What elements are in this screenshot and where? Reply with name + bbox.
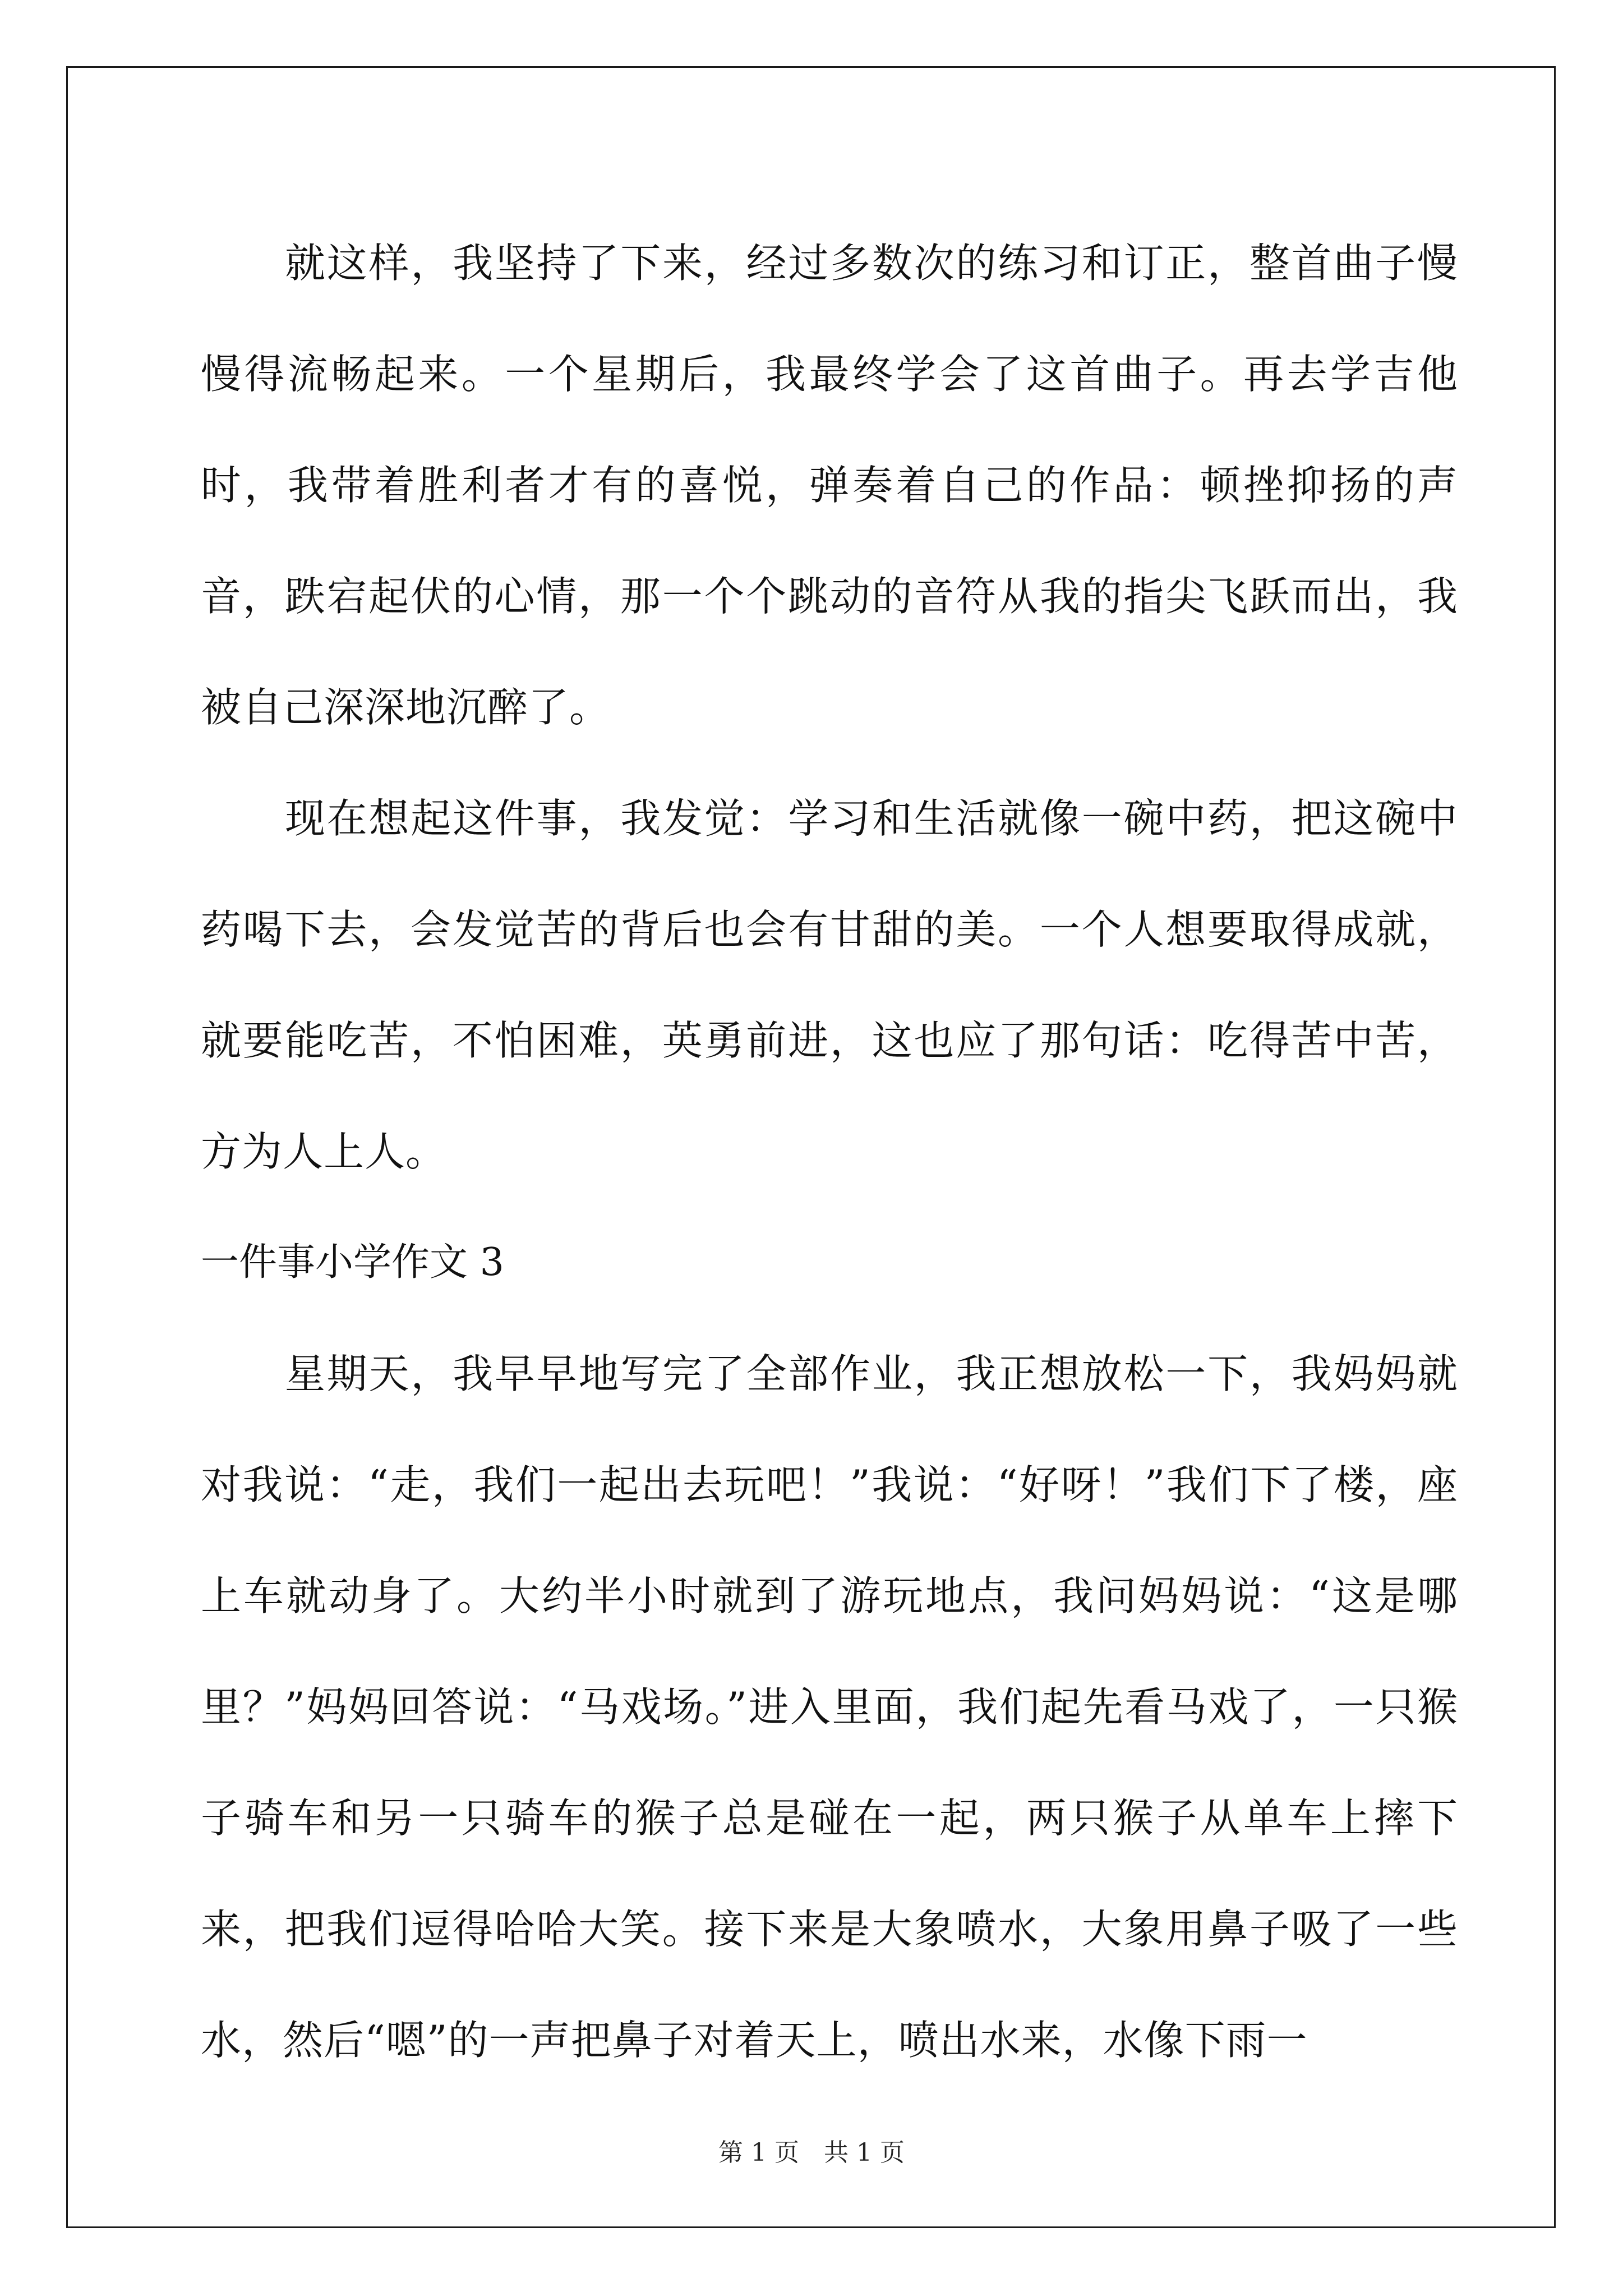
section-heading: 一件事小学作文 3 — [201, 1240, 504, 1285]
document-body — [201, 208, 1458, 2096]
paragraph-2: 现在想起这件事，我发觉：学习和生活就像一碗中药，把这碗中药喝下去，会发觉苦的背后也会有甘甜的美。一个人想要取得成就，就要能吃苦，不怕困难，英勇前进，这也应了那句话：吃得苦中苦，方为人上人。 — [201, 795, 1458, 1175]
paragraph-3: 星期天，我早早地写完了全部作业，我正想放松一下，我妈妈就对我说：“走，我们一起出去玩吧！”我说：“好呀！”我们下了楼，座上车就动身了。大约半小时就到了游玩地点，我问妈妈说：“这是哪里？”妈妈回答说：“马戏场。”进入里面，我们起先看马戏了，一只猴子骑车和另一只骑车的猴子总是碰在一起，两只猴子从单车上摔下来，把我们逗得哈哈大笑。接下来是大象喷水，大象用鼻子吸了一些水，然后“嗯”的一声把鼻子对着天上，喷出水来，水像下雨一 — [201, 1350, 1458, 2064]
page-footer: 第 1 页 共 1 页 — [718, 2138, 905, 2167]
paragraph-1: 就这样，我坚持了下来，经过多数次的练习和订正，整首曲子慢慢得流畅起来。一个星期后，我最终学会了这首曲子。再去学吉他时，我带着胜利者才有的喜悦，弹奏着自己的作品：顿挫抑扬的声音，跌宕起伏的心情，那一个个跳动的音符从我的指尖飞跃而出，我被自己深深地沉醉了。 — [201, 240, 1458, 731]
